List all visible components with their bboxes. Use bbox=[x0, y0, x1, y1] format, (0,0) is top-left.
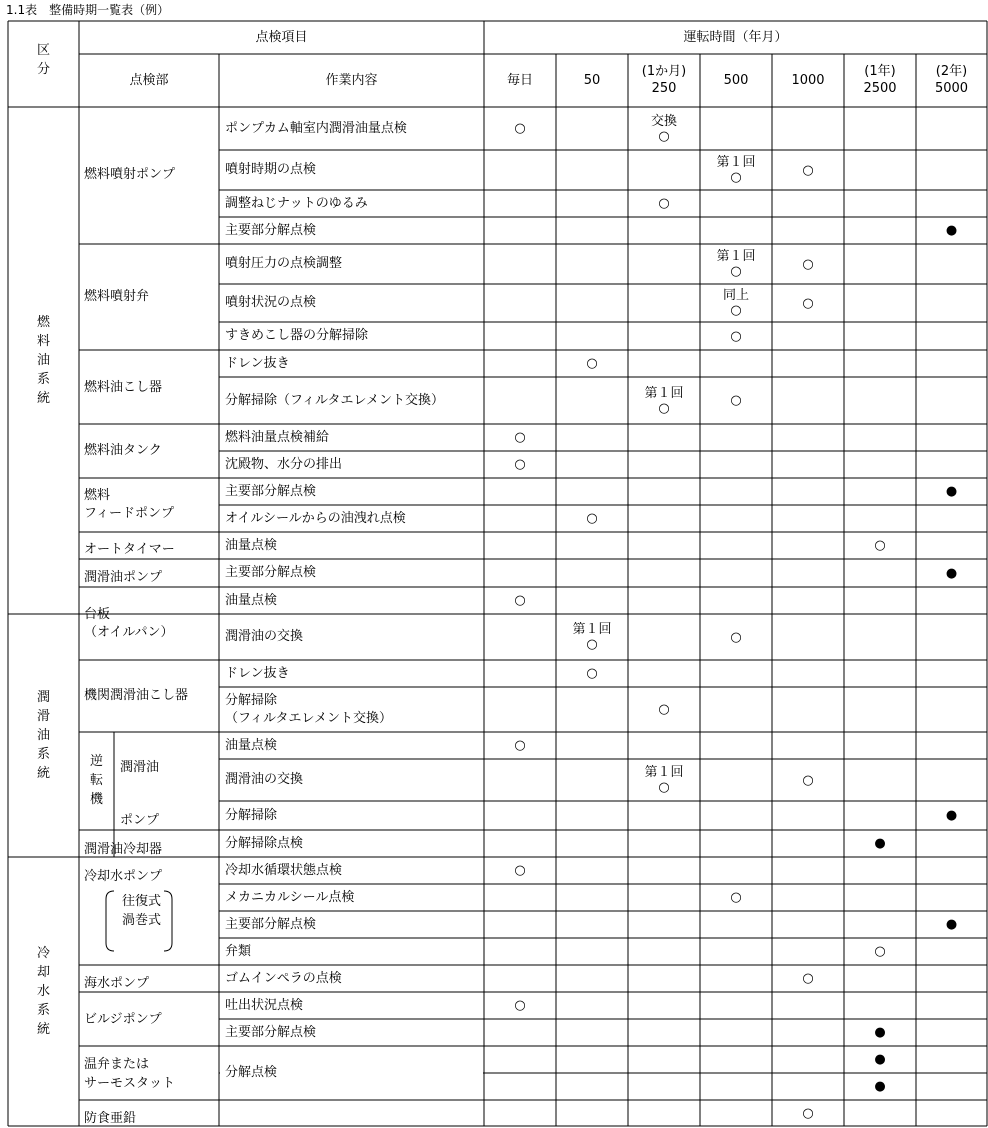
header-unten-jikan: 運転時間（年月） bbox=[683, 30, 788, 45]
task-label: 調整ねじナットのゆるみ bbox=[225, 195, 368, 211]
part-label-oil-pan-1: 台板 bbox=[84, 607, 111, 622]
part-label-reverse-gear-lube: 潤滑油 bbox=[120, 760, 160, 775]
filled-circle-mark: ● bbox=[874, 1052, 886, 1067]
interval-mark bbox=[772, 773, 844, 788]
part-label-oil-pan-2: （オイルパン） bbox=[84, 625, 174, 640]
part-label-thermostat-2: サーモスタット bbox=[84, 1076, 176, 1091]
open-circle-mark: ○ bbox=[514, 121, 526, 136]
interval-mark bbox=[700, 329, 772, 344]
interval-mark bbox=[700, 630, 772, 645]
header-interval: 50 bbox=[583, 73, 601, 88]
part-label-fuel-injection-pump: 燃料噴射ポンプ bbox=[84, 167, 176, 182]
open-circle-mark: ○ bbox=[802, 295, 814, 311]
open-circle-mark: ○ bbox=[586, 666, 598, 681]
part-label-feed-pump-2: フィードポンプ bbox=[84, 506, 174, 521]
task-label: 主要部分解点検 bbox=[225, 1024, 317, 1040]
part-label-bilge-pump: ビルジポンプ bbox=[84, 1012, 162, 1027]
part-label-fuel-tank: 燃料油タンク bbox=[84, 443, 162, 458]
open-circle-mark: ○ bbox=[730, 170, 742, 185]
interval-mark bbox=[916, 484, 987, 499]
open-circle-mark: ○ bbox=[730, 303, 742, 318]
interval-mark bbox=[484, 593, 556, 608]
interval-mark bbox=[628, 765, 700, 795]
open-circle-mark: ○ bbox=[802, 256, 814, 272]
mark-note: 第１回 bbox=[572, 622, 612, 637]
interval-mark bbox=[484, 863, 556, 878]
filled-circle-mark: ● bbox=[874, 1025, 886, 1040]
mark-note: 第１回 bbox=[644, 765, 684, 780]
table-caption: 1.1表 整備時期一覧表（例） bbox=[6, 3, 170, 17]
interval-mark bbox=[772, 971, 844, 986]
interval-mark bbox=[484, 998, 556, 1013]
task-label: 油量点検 bbox=[225, 592, 278, 608]
header-interval: 1000 bbox=[791, 73, 825, 88]
interval-mark bbox=[628, 386, 700, 416]
open-circle-mark: ○ bbox=[802, 162, 814, 178]
open-circle-mark: ○ bbox=[730, 629, 742, 645]
open-circle-mark: ○ bbox=[586, 356, 598, 371]
filled-circle-mark: ● bbox=[945, 917, 958, 932]
filled-circle-mark: ● bbox=[945, 223, 958, 238]
part-label-pump-type-1: 往復式 bbox=[122, 894, 162, 909]
part-label-reverse-gear: 逆 転 機 bbox=[89, 754, 103, 807]
task-label: 分解点検 bbox=[225, 1065, 278, 1080]
system-label-lube: 潤 滑 油 系 統 bbox=[36, 690, 50, 781]
task-label: 分解掃除 bbox=[225, 692, 278, 708]
part-label-reverse-gear-pump: ポンプ bbox=[120, 813, 160, 828]
open-circle-mark: ○ bbox=[514, 998, 526, 1013]
interval-mark bbox=[700, 393, 772, 408]
filled-circle-mark: ● bbox=[874, 836, 886, 851]
part-label-auto-timer: オートタイマー bbox=[84, 542, 175, 557]
task-label: 分解掃除（フィルタエレメント交換） bbox=[225, 392, 445, 408]
header-tenken-koumoku: 点検項目 bbox=[255, 30, 308, 45]
task-label: ドレン抜き bbox=[225, 665, 290, 681]
part-label-fuel-injection-valve: 燃料噴射弁 bbox=[84, 289, 150, 304]
task-label: ゴムインペラの点検 bbox=[225, 970, 342, 986]
task-label: すきめこし器の分解掃除 bbox=[225, 328, 369, 343]
open-circle-mark: ○ bbox=[586, 637, 598, 652]
open-circle-mark: ○ bbox=[658, 400, 670, 416]
open-circle-mark: ○ bbox=[730, 264, 742, 279]
header-interval: 2500 bbox=[863, 81, 897, 96]
open-circle-mark: ○ bbox=[514, 593, 526, 608]
interval-mark bbox=[700, 155, 772, 185]
open-circle-mark: ○ bbox=[730, 393, 742, 408]
mark-note: 交換 bbox=[650, 113, 677, 129]
task-label: 冷却水循環状態点検 bbox=[225, 862, 343, 878]
open-circle-mark: ○ bbox=[802, 772, 814, 788]
interval-mark bbox=[844, 1052, 916, 1067]
task-label: 主要部分解点検 bbox=[225, 222, 317, 238]
open-circle-mark: ○ bbox=[874, 538, 886, 553]
part-label-anticorrosion-zinc: 防食亜鉛 bbox=[84, 1111, 137, 1126]
task-label: 噴射状況の点検 bbox=[225, 295, 317, 310]
task-label: 沈殿物、水分の排出 bbox=[225, 456, 343, 472]
interval-mark bbox=[484, 430, 556, 445]
part-label-engine-lube-filter: 機関潤滑油こし器 bbox=[84, 688, 189, 703]
filled-circle-mark: ● bbox=[874, 1079, 886, 1094]
task-label: 主要部分解点検 bbox=[225, 916, 317, 932]
interval-mark bbox=[844, 538, 916, 553]
interval-mark bbox=[700, 249, 772, 279]
part-label-cooling-water-pump: 冷却水ポンプ bbox=[84, 869, 163, 884]
interval-mark bbox=[772, 257, 844, 272]
open-circle-mark: ○ bbox=[802, 1105, 814, 1121]
header-sagyou-naiyou: 作業内容 bbox=[325, 73, 378, 88]
task-label: 噴射圧力の点検調整 bbox=[225, 256, 343, 271]
task-label: ポンプカム軸室内潤滑油量点検 bbox=[225, 120, 407, 136]
interval-mark bbox=[772, 1106, 844, 1121]
open-circle-mark: ○ bbox=[514, 430, 526, 445]
header-interval: 毎日 bbox=[506, 73, 533, 88]
task-label: 主要部分解点検 bbox=[225, 565, 317, 580]
task-label: 油量点検 bbox=[225, 737, 278, 753]
open-circle-mark: ○ bbox=[658, 702, 670, 717]
open-circle-mark: ○ bbox=[658, 128, 670, 144]
part-label-feed-pump-1: 燃料 bbox=[84, 488, 111, 503]
open-circle-mark: ○ bbox=[514, 863, 526, 878]
mark-note: 同上 bbox=[722, 288, 749, 303]
interval-mark bbox=[916, 917, 987, 932]
task-label: 主要部分解点検 bbox=[225, 483, 317, 499]
part-label-thermostat-1: 温弁または bbox=[84, 1057, 150, 1072]
interval-mark bbox=[844, 944, 916, 959]
task-label-sub: （フィルタエレメント交換） bbox=[225, 710, 393, 726]
interval-mark bbox=[556, 511, 628, 526]
open-circle-mark: ○ bbox=[514, 738, 526, 753]
header-tenkenbu: 点検部 bbox=[129, 73, 169, 88]
interval-mark bbox=[916, 223, 987, 238]
interval-mark bbox=[628, 196, 700, 211]
interval-mark bbox=[844, 836, 916, 851]
task-label: 潤滑油の交換 bbox=[225, 772, 304, 787]
system-label-cool: 冷 却 水 系 統 bbox=[36, 946, 50, 1037]
interval-mark bbox=[628, 114, 700, 144]
task-label: オイルシールからの油洩れ点検 bbox=[225, 510, 406, 526]
interval-mark bbox=[628, 702, 700, 717]
task-label: 燃料油量点検補給 bbox=[225, 429, 330, 445]
task-label: 油量点検 bbox=[225, 537, 278, 553]
interval-mark bbox=[556, 356, 628, 371]
task-label: 分解掃除点検 bbox=[225, 835, 304, 851]
interval-mark bbox=[772, 296, 844, 311]
task-label: 潤滑油の交換 bbox=[225, 629, 304, 644]
interval-mark bbox=[484, 738, 556, 753]
header-interval-top: (1年) bbox=[864, 64, 896, 79]
interval-mark bbox=[772, 163, 844, 178]
filled-circle-mark: ● bbox=[945, 808, 958, 823]
header-interval: 250 bbox=[651, 81, 677, 96]
part-label-pump-type-2: 渦巻式 bbox=[122, 913, 162, 928]
part-label-seawater-pump: 海水ポンプ bbox=[84, 976, 150, 991]
interval-mark bbox=[916, 566, 987, 581]
open-circle-mark: ○ bbox=[514, 457, 526, 472]
interval-mark bbox=[844, 1025, 916, 1040]
header-interval: 5000 bbox=[934, 81, 969, 96]
part-label-lube-pump: 潤滑油ポンプ bbox=[84, 570, 163, 585]
interval-mark bbox=[700, 890, 772, 905]
part-label-fuel-filter: 燃料油こし器 bbox=[84, 380, 163, 395]
interval-mark bbox=[556, 666, 628, 681]
open-circle-mark: ○ bbox=[730, 890, 742, 905]
bracket-right bbox=[164, 891, 172, 951]
part-label-lube-cooler: 潤滑油冷却器 bbox=[84, 842, 163, 857]
header-interval-top: (1か月) bbox=[641, 64, 687, 79]
task-label: 分解掃除 bbox=[225, 807, 278, 823]
header-kubun: 区 分 bbox=[36, 43, 50, 77]
filled-circle-mark: ● bbox=[945, 565, 958, 581]
bracket-left bbox=[106, 891, 114, 951]
interval-mark bbox=[916, 808, 987, 823]
interval-mark bbox=[844, 1079, 916, 1094]
mark-note: 第１回 bbox=[644, 385, 684, 401]
mark-note: 第１回 bbox=[716, 155, 756, 170]
interval-mark bbox=[484, 457, 556, 472]
task-label: 噴射時期の点検 bbox=[225, 162, 317, 177]
interval-mark bbox=[556, 622, 628, 652]
task-label: 吐出状況点検 bbox=[225, 997, 304, 1013]
filled-circle-mark: ● bbox=[945, 484, 958, 499]
system-label-fuel: 燃 料 油 系 統 bbox=[36, 315, 50, 406]
open-circle-mark: ○ bbox=[730, 328, 742, 344]
header-interval-top: (2年) bbox=[935, 64, 968, 79]
task-label: ドレン抜き bbox=[225, 355, 290, 371]
open-circle-mark: ○ bbox=[658, 780, 670, 795]
mark-note: 第１回 bbox=[716, 249, 756, 264]
open-circle-mark: ○ bbox=[658, 196, 670, 211]
interval-mark bbox=[484, 121, 556, 136]
header-interval: 500 bbox=[723, 73, 749, 88]
interval-mark bbox=[700, 288, 772, 318]
open-circle-mark: ○ bbox=[586, 511, 598, 526]
task-label: メカニカルシール点検 bbox=[225, 889, 355, 905]
open-circle-mark: ○ bbox=[874, 944, 886, 959]
open-circle-mark: ○ bbox=[802, 971, 814, 986]
task-label: 弁類 bbox=[225, 943, 252, 959]
